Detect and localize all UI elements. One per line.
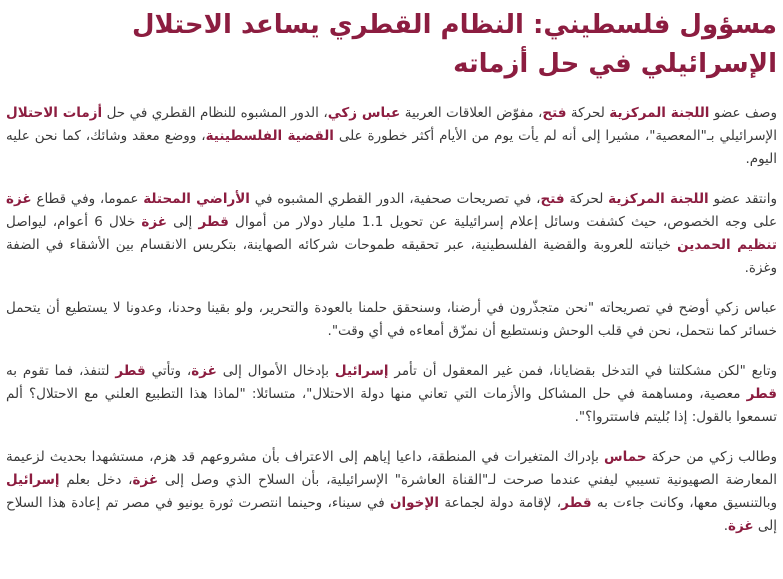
keyword-link[interactable]: قطر xyxy=(115,363,146,379)
paragraph-text: وصف عضو xyxy=(709,105,778,121)
keyword-link[interactable]: غزة xyxy=(141,214,167,230)
paragraph-text: ، في تصريحات صحفية، الدور القطري المشبوه في xyxy=(249,191,541,207)
paragraph-text: ، وتأتي xyxy=(145,363,192,379)
keyword-link[interactable]: غزة xyxy=(132,472,159,488)
keyword-link[interactable]: غزة xyxy=(191,363,217,379)
paragraph-text: ، دخل بعلم xyxy=(59,472,133,488)
paragraph-text: وانتقد عضو xyxy=(708,191,777,207)
paragraph-text: وتابع "لكن مشكلتنا في التدخل بقضايانا، فمن غير المعقول أن تأمر xyxy=(388,363,778,379)
article-paragraph xyxy=(6,188,777,280)
keyword-link[interactable]: أزمات الاحتلال xyxy=(6,105,103,121)
paragraph-text: لحركة xyxy=(564,191,609,207)
keyword-link[interactable]: القضية الفلسطينية xyxy=(205,128,334,144)
keyword-link[interactable]: فتح xyxy=(540,191,565,207)
keyword-link[interactable]: إسرائيل xyxy=(334,363,389,379)
keyword-link[interactable]: الإخوان xyxy=(390,495,440,511)
paragraph-text: وطالب زكي من حركة xyxy=(646,449,777,465)
article-paragraph xyxy=(6,297,777,343)
keyword-link[interactable]: قطر xyxy=(198,214,229,230)
keyword-link[interactable]: قطر xyxy=(561,495,592,511)
paragraph-text: بإدخال الأموال إلى xyxy=(216,363,335,379)
paragraph-text: خيانته للعروبة والقضية الفلسطينية، عبر تحقيقه طموحات شركائه الصهاينة، بتكريس الانقسام بين الأشقاء في الضفة وغزة. xyxy=(6,237,777,276)
paragraph-text: ، مفوّض العلاقات العربية xyxy=(400,105,543,121)
paragraph-text: خلال 6 أعوام، ليواصل xyxy=(6,214,142,230)
paragraph-text: وبالتنسيق معها، وكانت جاءت به xyxy=(591,495,777,511)
paragraph-text: عموما، وفي قطاع xyxy=(31,191,144,207)
paragraph-text: ، ووضع معقد وشائك، كما نحن عليه اليوم. xyxy=(6,128,777,167)
article-paragraph xyxy=(6,360,777,429)
paragraph-text: الإسرائيلي بـ"المعصية"، مشيرا إلى أنه لم يأت يوم من الأيام أكثر خطورة على xyxy=(333,128,777,144)
article-paragraph xyxy=(6,102,777,171)
keyword-link[interactable]: اللجنة المركزية xyxy=(609,105,710,121)
keyword-link[interactable]: إسرائيل xyxy=(6,472,60,488)
keyword-link[interactable]: اللجنة المركزية xyxy=(608,191,709,207)
keyword-link[interactable]: قطر xyxy=(746,386,777,402)
keyword-link[interactable]: غزة xyxy=(6,191,32,207)
paragraph-text: . xyxy=(723,518,728,534)
paragraph-text: معصية، ومساهمة في حل المشاكل والأزمات التي تعاني منها دولة الاحتلال"، متسائلا: "لماذا هذا التطبيع العلني مع الاحتلال؟ ألم تسمعوا بالقول: إذا بُليتم فاستتروا؟". xyxy=(6,386,777,425)
paragraph-text: بإدراك المتغيرات في المنطقة، داعيا إياهم إلى الاعتراف بأن مشروعهم قد هزم، مستشهدا بحديث لزعيمة المعارضة الصهيونية تسيبي ليفني عندما صرحت لـ"القناة العاشرة" الإسرائيلية، بأن السلاح الذي وصل إلى xyxy=(6,449,777,488)
paragraph-text: إلى xyxy=(166,214,199,230)
keyword-link[interactable]: الأراضي المحتلة xyxy=(143,191,250,207)
paragraph-text: لتنفذ، فما تقوم به xyxy=(6,363,116,379)
keyword-link[interactable]: غزة xyxy=(727,518,754,534)
article-body xyxy=(6,102,777,538)
paragraph-text: في سيناء، وحينما انتصرت ثورة يونيو في مصر تم إعادة هذا السلاح إلى xyxy=(6,495,777,534)
article-title: مسؤول فلسطيني: النظام القطري يساعد الاحتلال الإسرائيلي في حل أزماته xyxy=(131,10,777,79)
keyword-link[interactable]: عباس زكي xyxy=(327,105,401,121)
paragraph-text: عباس زكي أوضح في تصريحاته "نحن متجذّرون في أرضنا، وسنحقق حلمنا بالعودة والتحرير، ولو بقينا وحدنا، وعدونا لا يستطيع أن يتحمل خسائر كما نتحمل، نحن في قلب الوحش ونستطيع أن نمزّق أمعاءه في أي وقت". xyxy=(6,300,777,339)
article-paragraph xyxy=(6,446,777,538)
paragraph-text: ، لإقامة دولة لجماعة xyxy=(439,495,562,511)
paragraph-text: لحركة xyxy=(566,105,610,121)
keyword-link[interactable]: تنظيم الحمدين xyxy=(677,237,777,253)
keyword-link[interactable]: فتح xyxy=(542,105,567,121)
keyword-link[interactable]: حماس xyxy=(604,449,647,465)
paragraph-text: على وجه الخصوص، حيث كشفت وسائل إعلام إسرائيلية عن تحويل 1.1 مليار دولار من أموال xyxy=(228,214,778,230)
paragraph-text: ، الدور المشبوه للنظام القطري في حل xyxy=(102,105,328,121)
